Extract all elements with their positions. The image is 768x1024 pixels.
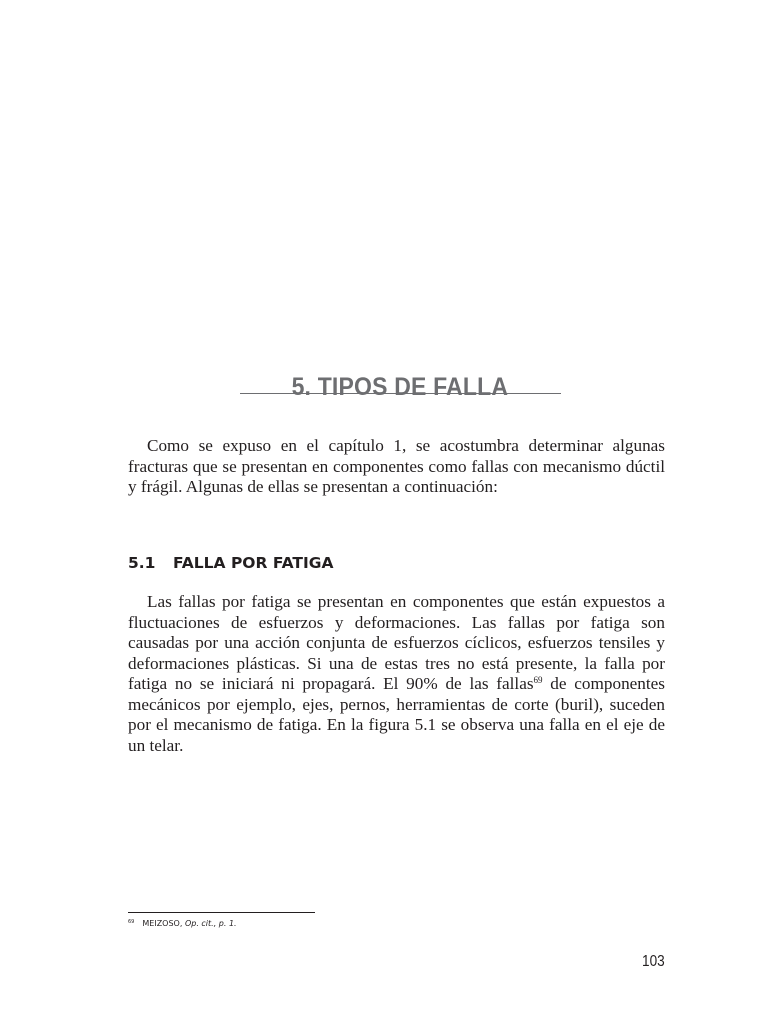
footnote-divider [128,912,315,913]
fatigue-paragraph [128,592,665,756]
footnote-reference[interactable]: 69 [533,675,543,685]
fatigue-paragraph-text-2: de componentes mecánicos por ejemplo, ejes, pernos, herramientas de corte (buril), suceden por el mecanismo de fatiga. En la figura 5.1 se observa una falla en el eje de un telar. [128,674,665,755]
footnote-author: MEIZOSO, [142,919,185,928]
section-heading [128,554,333,572]
intro-paragraph: Como se expuso en el capítulo 1, se acostumbra determinar algunas fracturas que se presentan en componentes como fallas con mecanismo dúctil y frágil. Algunas de ellas se presentan a continuación: [128,436,665,496]
footnote-citation: Op. cit., p. 1. [184,919,237,928]
page-number: 103 [642,953,665,970]
footnote [128,919,237,928]
chapter-title: 5. TIPOS DE FALLA [291,372,509,401]
section-title: FALLA POR FATIGA [173,554,334,572]
footnote-marker: 69 [128,919,135,925]
title-underline [240,393,561,394]
fatigue-paragraph-text-1: Las fallas por fatiga se presentan en componentes que están expuestos a fluctuaciones de esfuerzos y deformaciones. Las fallas por fatiga son causadas por una acción conjunta de esfuerzos cíclicos, esfuerzos tensiles y deformaciones plásticas. Si una de estas tres no está presente, la falla por fatiga no se iniciará ni propagará. El 90% de las fallas [128,592,665,693]
section-number: 5.1 [128,554,156,572]
